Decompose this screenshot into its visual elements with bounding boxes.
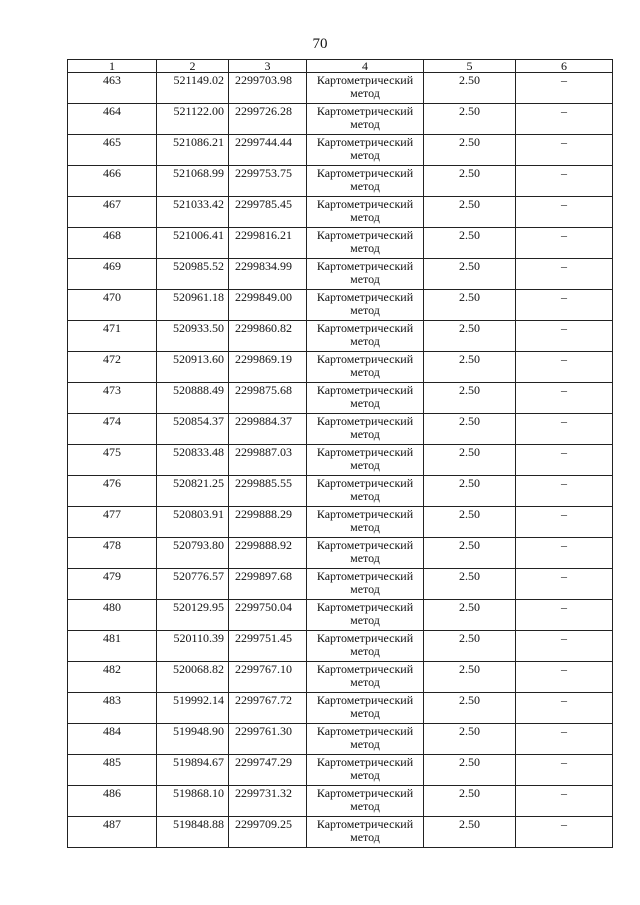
table-row [68,228,613,259]
y-coordinate-cell: 2299709.25 [229,817,307,848]
precision-cell: 2.50 [424,662,516,693]
method-cell: Картометрический метод [307,290,424,321]
method-cell: Картометрический метод [307,259,424,290]
note-cell: – [516,321,613,352]
point-number-cell: 480 [68,600,157,631]
x-coordinate-cell: 519848.88 [157,817,229,848]
method-cell: Картометрический метод [307,197,424,228]
table-row [68,631,613,662]
y-coordinate-cell: 2299887.03 [229,445,307,476]
precision-cell: 2.50 [424,631,516,662]
table-row [68,414,613,445]
point-number-cell: 470 [68,290,157,321]
x-coordinate-cell: 520933.50 [157,321,229,352]
y-coordinate-cell: 2299744.44 [229,135,307,166]
table-row [68,538,613,569]
column-header: 5 [424,60,516,73]
table-row [68,166,613,197]
point-number-cell: 482 [68,662,157,693]
x-coordinate-cell: 519894.67 [157,755,229,786]
y-coordinate-cell: 2299869.19 [229,352,307,383]
y-coordinate-cell: 2299834.99 [229,259,307,290]
column-header: 4 [307,60,424,73]
point-number-cell: 465 [68,135,157,166]
point-number-cell: 473 [68,383,157,414]
precision-cell: 2.50 [424,600,516,631]
x-coordinate-cell: 520961.18 [157,290,229,321]
x-coordinate-cell: 521149.02 [157,73,229,104]
precision-cell: 2.50 [424,290,516,321]
table-row [68,693,613,724]
table-row [68,73,613,104]
method-cell: Картометрический метод [307,724,424,755]
note-cell: – [516,73,613,104]
point-number-cell: 464 [68,104,157,135]
point-number-cell: 476 [68,476,157,507]
x-coordinate-cell: 520985.52 [157,259,229,290]
precision-cell: 2.50 [424,352,516,383]
precision-cell: 2.50 [424,104,516,135]
point-number-cell: 466 [68,166,157,197]
y-coordinate-cell: 2299888.29 [229,507,307,538]
x-coordinate-cell: 520110.39 [157,631,229,662]
point-number-cell: 467 [68,197,157,228]
x-coordinate-cell: 520888.49 [157,383,229,414]
note-cell: – [516,724,613,755]
precision-cell: 2.50 [424,135,516,166]
x-coordinate-cell: 520803.91 [157,507,229,538]
point-number-cell: 487 [68,817,157,848]
table-row [68,290,613,321]
precision-cell: 2.50 [424,693,516,724]
method-cell: Картометрический метод [307,786,424,817]
x-coordinate-cell: 520068.82 [157,662,229,693]
precision-cell: 2.50 [424,73,516,104]
table-row [68,352,613,383]
x-coordinate-cell: 520833.48 [157,445,229,476]
note-cell: – [516,662,613,693]
point-number-cell: 463 [68,73,157,104]
table-row [68,507,613,538]
y-coordinate-cell: 2299747.29 [229,755,307,786]
precision-cell: 2.50 [424,507,516,538]
precision-cell: 2.50 [424,383,516,414]
y-coordinate-cell: 2299731.32 [229,786,307,817]
y-coordinate-cell: 2299753.75 [229,166,307,197]
note-cell: – [516,445,613,476]
note-cell: – [516,569,613,600]
method-cell: Картометрический метод [307,135,424,166]
method-cell: Картометрический метод [307,383,424,414]
precision-cell: 2.50 [424,538,516,569]
point-number-cell: 484 [68,724,157,755]
point-number-cell: 485 [68,755,157,786]
method-cell: Картометрический метод [307,507,424,538]
precision-cell: 2.50 [424,755,516,786]
note-cell: – [516,166,613,197]
table-row [68,104,613,135]
x-coordinate-cell: 521068.99 [157,166,229,197]
point-number-cell: 486 [68,786,157,817]
method-cell: Картометрический метод [307,104,424,135]
method-cell: Картометрический метод [307,693,424,724]
x-coordinate-cell: 520913.60 [157,352,229,383]
table-header-row [68,60,613,73]
method-cell: Картометрический метод [307,73,424,104]
note-cell: – [516,786,613,817]
table-row [68,786,613,817]
y-coordinate-cell: 2299897.68 [229,569,307,600]
y-coordinate-cell: 2299885.55 [229,476,307,507]
column-header: 1 [68,60,157,73]
y-coordinate-cell: 2299703.98 [229,73,307,104]
precision-cell: 2.50 [424,259,516,290]
y-coordinate-cell: 2299767.72 [229,693,307,724]
y-coordinate-cell: 2299750.04 [229,600,307,631]
y-coordinate-cell: 2299816.21 [229,228,307,259]
precision-cell: 2.50 [424,786,516,817]
note-cell: – [516,631,613,662]
note-cell: – [516,135,613,166]
note-cell: – [516,197,613,228]
y-coordinate-cell: 2299884.37 [229,414,307,445]
point-number-cell: 478 [68,538,157,569]
point-number-cell: 471 [68,321,157,352]
table-row [68,755,613,786]
x-coordinate-cell: 519868.10 [157,786,229,817]
note-cell: – [516,507,613,538]
note-cell: – [516,476,613,507]
method-cell: Картометрический метод [307,662,424,693]
column-header: 3 [229,60,307,73]
y-coordinate-cell: 2299860.82 [229,321,307,352]
table-row [68,135,613,166]
x-coordinate-cell: 519948.90 [157,724,229,755]
point-number-cell: 479 [68,569,157,600]
x-coordinate-cell: 521033.42 [157,197,229,228]
note-cell: – [516,817,613,848]
coordinates-table [67,59,613,848]
method-cell: Картометрический метод [307,445,424,476]
table-row [68,600,613,631]
table-row [68,259,613,290]
y-coordinate-cell: 2299785.45 [229,197,307,228]
point-number-cell: 481 [68,631,157,662]
precision-cell: 2.50 [424,228,516,259]
method-cell: Картометрический метод [307,817,424,848]
method-cell: Картометрический метод [307,476,424,507]
precision-cell: 2.50 [424,724,516,755]
point-number-cell: 474 [68,414,157,445]
precision-cell: 2.50 [424,197,516,228]
x-coordinate-cell: 519992.14 [157,693,229,724]
note-cell: – [516,414,613,445]
method-cell: Картометрический метод [307,352,424,383]
table-body [68,73,613,848]
y-coordinate-cell: 2299849.00 [229,290,307,321]
precision-cell: 2.50 [424,321,516,352]
table-row [68,662,613,693]
note-cell: – [516,600,613,631]
x-coordinate-cell: 520129.95 [157,600,229,631]
method-cell: Картометрический метод [307,569,424,600]
method-cell: Картометрический метод [307,538,424,569]
method-cell: Картометрический метод [307,755,424,786]
table-row [68,724,613,755]
method-cell: Картометрический метод [307,631,424,662]
y-coordinate-cell: 2299875.68 [229,383,307,414]
precision-cell: 2.50 [424,476,516,507]
precision-cell: 2.50 [424,445,516,476]
column-header: 2 [157,60,229,73]
point-number-cell: 477 [68,507,157,538]
y-coordinate-cell: 2299761.30 [229,724,307,755]
precision-cell: 2.50 [424,817,516,848]
table-row [68,321,613,352]
table-row [68,383,613,414]
precision-cell: 2.50 [424,414,516,445]
table-row [68,445,613,476]
x-coordinate-cell: 521086.21 [157,135,229,166]
point-number-cell: 475 [68,445,157,476]
method-cell: Картометрический метод [307,321,424,352]
x-coordinate-cell: 520793.80 [157,538,229,569]
precision-cell: 2.50 [424,569,516,600]
x-coordinate-cell: 521122.00 [157,104,229,135]
note-cell: – [516,104,613,135]
note-cell: – [516,228,613,259]
table-row [68,569,613,600]
point-number-cell: 483 [68,693,157,724]
point-number-cell: 469 [68,259,157,290]
y-coordinate-cell: 2299751.45 [229,631,307,662]
y-coordinate-cell: 2299767.10 [229,662,307,693]
table-row [68,197,613,228]
point-number-cell: 472 [68,352,157,383]
method-cell: Картометрический метод [307,414,424,445]
x-coordinate-cell: 520821.25 [157,476,229,507]
method-cell: Картометрический метод [307,166,424,197]
y-coordinate-cell: 2299726.28 [229,104,307,135]
table-row [68,817,613,848]
note-cell: – [516,383,613,414]
page-number: 70 [312,36,328,52]
precision-cell: 2.50 [424,166,516,197]
x-coordinate-cell: 521006.41 [157,228,229,259]
point-number-cell: 468 [68,228,157,259]
note-cell: – [516,755,613,786]
column-header: 6 [516,60,613,73]
x-coordinate-cell: 520776.57 [157,569,229,600]
x-coordinate-cell: 520854.37 [157,414,229,445]
method-cell: Картометрический метод [307,228,424,259]
y-coordinate-cell: 2299888.92 [229,538,307,569]
note-cell: – [516,352,613,383]
note-cell: – [516,259,613,290]
method-cell: Картометрический метод [307,600,424,631]
table-row [68,476,613,507]
note-cell: – [516,290,613,321]
note-cell: – [516,538,613,569]
note-cell: – [516,693,613,724]
